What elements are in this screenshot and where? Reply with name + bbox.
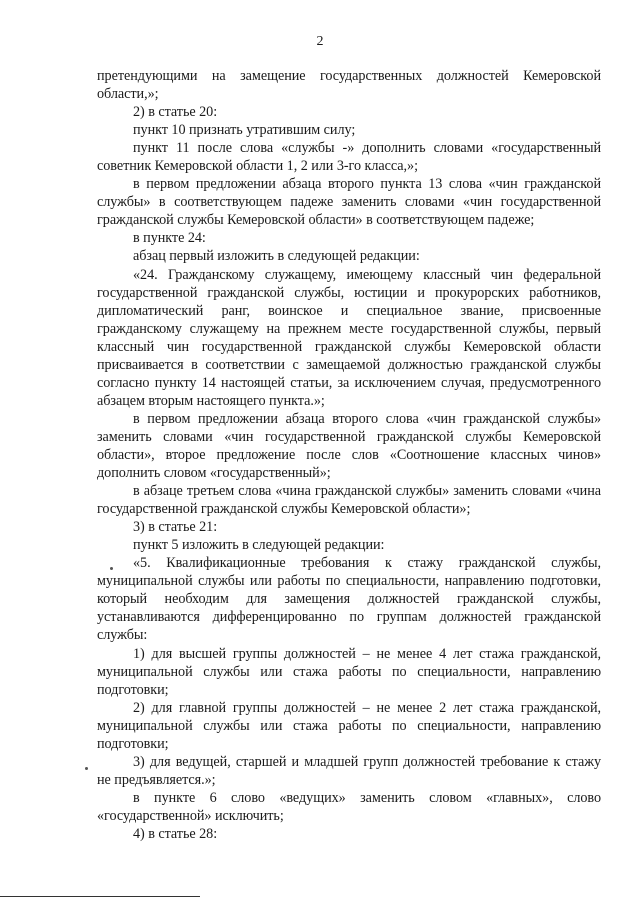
paragraph-5: в первом предложении абзаца второго пункта 13 слова «чин гражданской службы» в соответствующем падеже заменить словами «чин государственной гражданской службы Кемеровской области» в соответствующем падеже; [97,176,601,229]
paragraph-18: 4) в статье 28: [133,825,218,842]
paragraph-1: претендующими на замещение государственных должностей Кемеровской области,»; [97,68,601,103]
paragraph-9: в первом предложении абзаца второго слова «чин гражданской службы» заменить словами «чин государственной гражданской службы Кемеровской области», второе предложение после слов «Соотношение классных чинов» дополнить словом «государственный»; [97,410,601,482]
paragraph-6: в пункте 24: [133,230,206,247]
footer-rule [0,896,200,897]
document-body [97,67,601,843]
paragraph-10: в абзаце третьем слова «чина гражданской службы» заменить словами «чина государственной гражданской службы Кемеровской области»; [97,483,601,518]
scan-speck [110,567,113,570]
paragraph-7: абзац первый изложить в следующей редакции: [133,248,420,265]
paragraph-4: пункт 11 после слова «службы -» дополнить словами «государственный советник Кемеровской области 1, 2 или 3-го класса,»; [97,140,601,175]
paragraph-13: «5. Квалификационные требования к стажу гражданской службы, муниципальной службы или работы по специальности, направлению подготовки, который необходим для замещения должностей гражданской службы, устанавливаются дифференцированно по группам должностей гражданской службы: [97,555,601,644]
page-number: 2 [316,34,324,49]
paragraph-17: в пункте 6 слово «ведущих» заменить словом «главных», слово «государственной» исключить; [97,789,601,824]
paragraph-11: 3) в статье 21: [133,519,218,536]
scan-speck [85,767,88,770]
paragraph-2: 2) в статье 20: [133,104,218,121]
paragraph-8: «24. Гражданскому служащему, имеющему классный чин федеральной государственной гражданской службы, юстиции и прокурорских работников, дипломатический ранг, воинское и специальное звание, присвоенные гражданскому служащему на прежнем месте государственной службы, первый классный чин государственной гражданской службы Кемеровской области присваивается в соответствии с замещаемой должностью гражданской службы согласно пункту 14 настоящей статьи, за исключением случая, предусмотренного абзацем вторым настоящего пункта.»; [97,266,601,409]
paragraph-15: 2) для главной группы должностей – не менее 2 лет стажа гражданской, муниципальной службы или стажа работы по специальности, направлению подготовки; [97,699,601,752]
paragraph-12: пункт 5 изложить в следующей редакции: [133,537,385,554]
paragraph-14: 1) для высшей группы должностей – не менее 4 лет стажа гражданской, муниципальной службы или стажа работы по специальности, направлению подготовки; [97,645,601,698]
paragraph-3: пункт 10 признать утратившим силу; [133,122,356,139]
paragraph-16: 3) для ведущей, старшей и младшей групп должностей требование к стажу не предъявляется.»; [97,753,601,788]
